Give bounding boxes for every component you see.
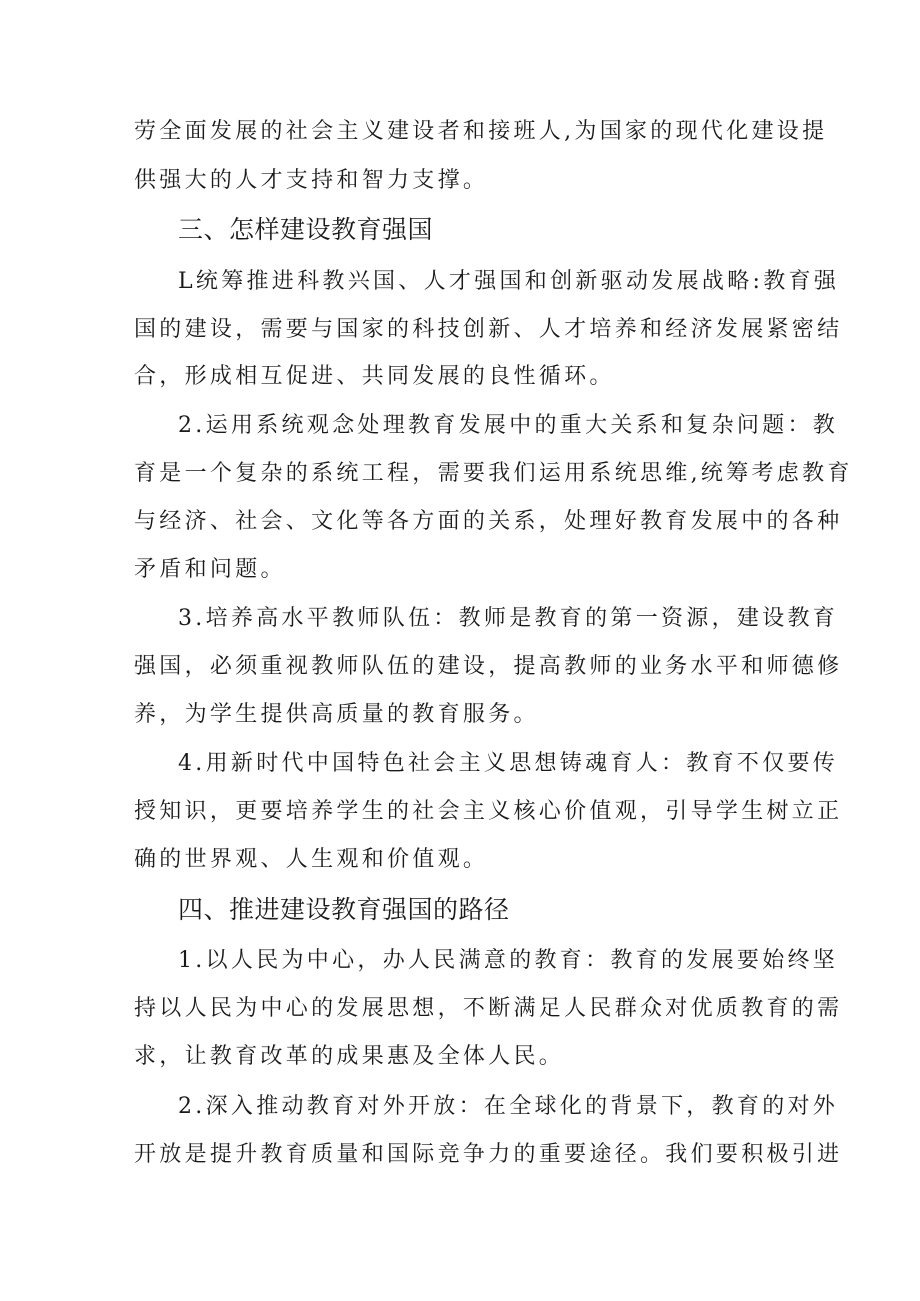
paragraph-line: 国的建设，需要与国家的科技创新、人才培养和经济发展紧密结 bbox=[134, 317, 843, 342]
paragraph-line: 授知识，更要培养学生的社会主义核心价值观，引导学生树立正 bbox=[134, 799, 843, 824]
paragraph-line: 持以人民为中心的发展思想，不断满足人民群众对优质教育的需 bbox=[134, 996, 843, 1021]
paragraph-line: 4.用新时代中国特色社会主义思想铸魂育人：教育不仅要传 bbox=[178, 751, 839, 776]
paragraph-line: 2.深入推动教育对外开放：在全球化的背景下，教育的对外 bbox=[178, 1094, 839, 1119]
paragraph-line: L统筹推进科教兴国、人才强国和创新驱动发展战略:教育强 bbox=[178, 269, 840, 294]
paragraph-line: 开放是提升教育质量和国际竞争力的重要途径。我们要积极引进 bbox=[134, 1142, 843, 1167]
paragraph-line: 供强大的人才支持和智力支撑。 bbox=[134, 168, 489, 193]
paragraph-line: 求，让教育改革的成果惠及全体人民。 bbox=[134, 1044, 565, 1069]
paragraph-line: 1.以人民为中心，办人民满意的教育：教育的发展要始终坚 bbox=[178, 948, 839, 973]
paragraph-line: 确的世界观、人生观和价值观。 bbox=[134, 847, 489, 872]
paragraph-line: 2.运用系统观念处理教育发展中的重大关系和复杂问题：教 bbox=[178, 413, 839, 438]
section-heading: 四、推进建设教育强国的路径 bbox=[178, 895, 510, 924]
paragraph-line: 劳全面发展的社会主义建设者和接班人,为国家的现代化建设提 bbox=[134, 119, 828, 144]
paragraph-line: 强国，必须重视教师队伍的建设，提高教师的业务水平和师德修 bbox=[134, 654, 843, 679]
section-heading: 三、怎样建设教育强国 bbox=[178, 215, 434, 244]
paragraph-line: 矛盾和问题。 bbox=[134, 557, 286, 582]
paragraph-line: 与经济、社会、文化等各方面的关系，处理好教育发展中的各种 bbox=[134, 509, 843, 534]
paragraph-line: 养，为学生提供高质量的教育服务。 bbox=[134, 702, 539, 727]
paragraph-line: 合，形成相互促进、共同发展的良性循环。 bbox=[134, 364, 615, 389]
paragraph-line: 3.培养高水平教师队伍：教师是教育的第一资源，建设教育 bbox=[178, 606, 839, 631]
paragraph-line: 育是一个复杂的系统工程，需要我们运用系统思维,统筹考虑教育 bbox=[134, 461, 853, 486]
